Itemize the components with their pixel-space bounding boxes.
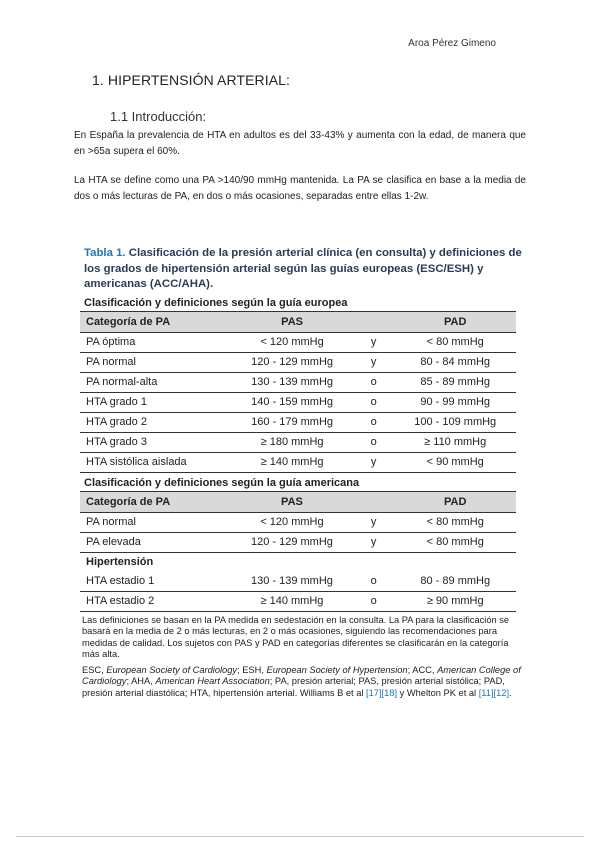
- header-category: Categoría de PA: [80, 311, 231, 332]
- cell-pas: < 120 mmHg: [231, 332, 353, 352]
- note-definitions: Las definiciones se basan en la PA medida en sedestación en la consulta. La PA para la clasificación se basará en la media de 2 o más lecturas, en 2 o más ocasiones, siguiendo las recomendaciones para medidas de calidad. Los sujetos con PAS y PAD en categorías diferentes se clasificarán en la categoría más alta.: [82, 614, 510, 659]
- american-classification-table: [80, 491, 516, 612]
- cell-pas: 120 - 129 mmHg: [231, 532, 353, 552]
- cell-pad: < 80 mmHg: [394, 332, 516, 352]
- cell-pad: 80 - 89 mmHg: [394, 572, 516, 592]
- header-pad: PAD: [394, 311, 516, 332]
- cell-category: HTA grado 1: [80, 392, 231, 412]
- cell-pas: 130 - 139 mmHg: [231, 572, 353, 592]
- table-block: [80, 246, 522, 703]
- table-row: [80, 572, 516, 592]
- cell-pas: ≥ 140 mmHg: [231, 591, 353, 611]
- cell-pad: 100 - 109 mmHg: [394, 412, 516, 432]
- cell-pas: 160 - 179 mmHg: [231, 412, 353, 432]
- cell-category: HTA estadio 2: [80, 591, 231, 611]
- table-row: [80, 372, 516, 392]
- subsection-heading: 1.1 Introducción:: [110, 109, 207, 124]
- reference-link-11[interactable]: [11]: [478, 687, 494, 698]
- table-notes: [82, 615, 522, 700]
- table-row: [80, 332, 516, 352]
- cell-connector: o: [353, 372, 395, 392]
- header-pas: PAS: [231, 311, 353, 332]
- cell-connector: y: [353, 512, 395, 532]
- paragraph-prevalence: En España la prevalencia de HTA en adultos es del 33-43% y aumenta con la edad, de manera que en >65a supera el 60%.: [74, 130, 526, 157]
- table-row: [80, 591, 516, 611]
- european-guide-title: Clasificación y definiciones según la guía europea: [84, 296, 348, 309]
- cell-pas: ≥ 180 mmHg: [231, 432, 353, 452]
- cell-pad: < 80 mmHg: [394, 512, 516, 532]
- cell-connector: o: [353, 572, 395, 592]
- cell-connector: o: [353, 412, 395, 432]
- cell-category: PA óptima: [80, 332, 231, 352]
- cell-category: PA normal: [80, 512, 231, 532]
- cell-connector: y: [353, 532, 395, 552]
- cell-category: HTA grado 2: [80, 412, 231, 432]
- table-row: [80, 412, 516, 432]
- header-category: Categoría de PA: [80, 491, 231, 512]
- header-pas: PAS: [231, 491, 353, 512]
- american-guide-title: Clasificación y definiciones según la guía americana: [84, 476, 360, 489]
- cell-category: HTA estadio 1: [80, 572, 231, 592]
- note-abbreviations: ESC, European Society of Cardiology; ESH, European Society of Hypertension; ACC, American College of Cardiology; AHA, American Heart Association; PA, presión arterial; PAS, presión arterial sistólica; PAD, presión arterial diastólica; HTA, hipertensión arterial. Williams B et al [17][18] y Whelton PK et al [11][12].: [82, 664, 521, 698]
- cell-pad: 90 - 99 mmHg: [394, 392, 516, 412]
- table-row: [80, 512, 516, 532]
- reference-link-12[interactable]: [12]: [493, 687, 510, 698]
- cell-connector: y: [353, 332, 395, 352]
- table-row: [80, 392, 516, 412]
- table-row: [80, 352, 516, 372]
- cell-connector: o: [353, 432, 395, 452]
- table-caption-text: Clasificación de la presión arterial clínica (en consulta) y definiciones de los grados de hipertensión arterial según las guías europeas (ESC/ESH) y americanas (ACC/AHA).: [84, 247, 522, 290]
- cell-connector: y: [353, 352, 395, 372]
- cell-connector: y: [353, 452, 395, 472]
- cell-pad: ≥ 110 mmHg: [394, 432, 516, 452]
- table-subheading-row: [80, 552, 516, 572]
- cell-category: PA normal: [80, 352, 231, 372]
- cell-connector: o: [353, 392, 395, 412]
- header-connector: [353, 311, 395, 332]
- cell-pas: ≥ 140 mmHg: [231, 452, 353, 472]
- page-bottom-divider: [16, 836, 584, 837]
- cell-pad: < 90 mmHg: [394, 452, 516, 472]
- table-row: [80, 452, 516, 472]
- reference-link-17[interactable]: [17]: [366, 687, 382, 698]
- header-pad: PAD: [394, 491, 516, 512]
- cell-pas: 120 - 129 mmHg: [231, 352, 353, 372]
- cell-category: PA elevada: [80, 532, 231, 552]
- cell-pas: 140 - 159 mmHg: [231, 392, 353, 412]
- table-row: [80, 432, 516, 452]
- cell-pad: < 80 mmHg: [394, 532, 516, 552]
- cell-pad: ≥ 90 mmHg: [394, 591, 516, 611]
- cell-connector: o: [353, 591, 395, 611]
- reference-link-18[interactable]: [18]: [381, 687, 398, 698]
- section-heading: 1. HIPERTENSIÓN ARTERIAL:: [92, 72, 291, 88]
- european-classification-table: [80, 311, 516, 473]
- cell-pas: < 120 mmHg: [231, 512, 353, 532]
- table-header-row: [80, 491, 516, 512]
- cell-category: HTA grado 3: [80, 432, 231, 452]
- cell-pad: 85 - 89 mmHg: [394, 372, 516, 392]
- cell-pad: 80 - 84 mmHg: [394, 352, 516, 372]
- cell-category: PA normal-alta: [80, 372, 231, 392]
- cell-category: HTA sistólica aislada: [80, 452, 231, 472]
- cell-pas: 130 - 139 mmHg: [231, 372, 353, 392]
- header-connector: [353, 491, 395, 512]
- table-row: [80, 532, 516, 552]
- author-name: Aroa Pérez Gimeno: [408, 38, 496, 49]
- cell-hypertension-label: Hipertensión: [86, 556, 154, 568]
- table-number: Tabla 1.: [84, 247, 126, 259]
- table-caption: [84, 246, 522, 293]
- paragraph-definition: La HTA se define como una PA >140/90 mmHg mantenida. La PA se clasifica en base a la media de dos o más lecturas de PA, en dos o más ocasiones, separadas entre ellas 1-2w.: [74, 175, 526, 202]
- table-header-row: [80, 311, 516, 332]
